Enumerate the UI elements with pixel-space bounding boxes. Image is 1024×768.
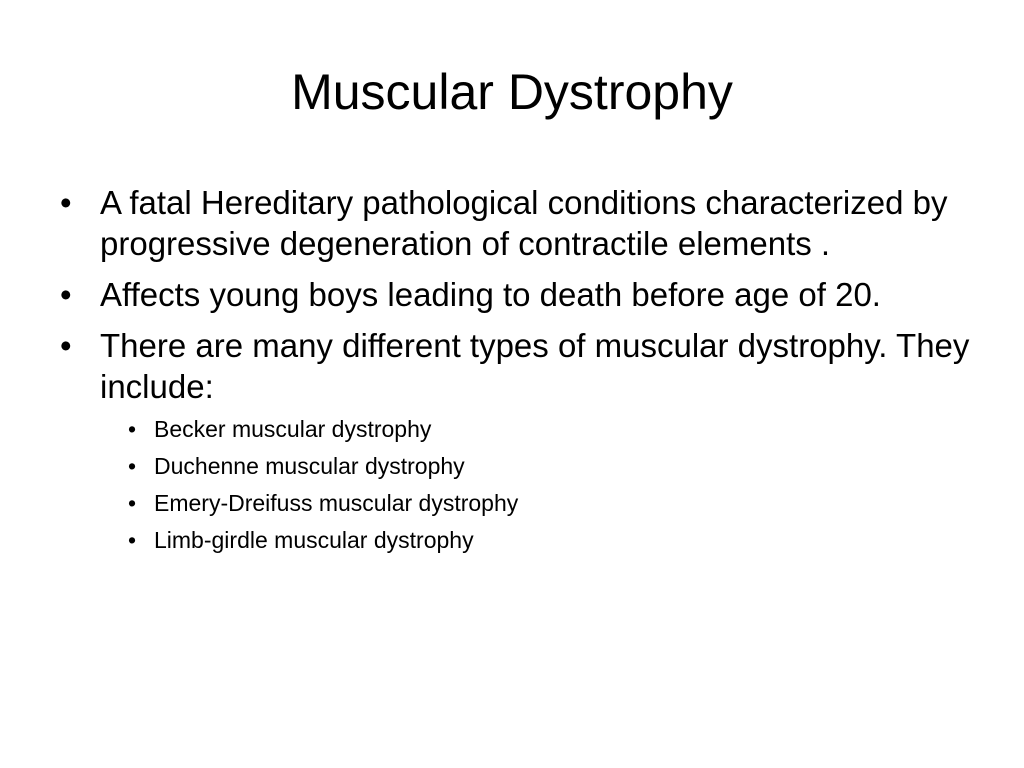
list-item xyxy=(60,274,980,315)
sub-bullet-text: Duchenne muscular dystrophy xyxy=(154,453,465,479)
sub-list-item xyxy=(128,448,1008,485)
list-item xyxy=(60,325,980,559)
list-item xyxy=(60,182,980,264)
sub-bullet-list xyxy=(128,411,1008,559)
bullet-icon: • xyxy=(128,453,137,479)
bullet-icon: • xyxy=(60,276,72,313)
sub-bullet-text: Emery-Dreifuss muscular dystrophy xyxy=(154,490,519,516)
sub-list-item xyxy=(128,411,1008,448)
sub-bullet-text: Becker muscular dystrophy xyxy=(154,416,432,442)
slide-title: Muscular Dystrophy xyxy=(291,64,733,120)
bullet-list xyxy=(60,182,980,569)
sub-list-item xyxy=(128,522,1008,559)
bullet-icon: • xyxy=(128,490,137,516)
sub-bullet-text: Limb-girdle muscular dystrophy xyxy=(154,527,474,553)
bullet-text: A fatal Hereditary pathological conditions characterized by progressive degeneration of contractile elements . xyxy=(100,184,948,262)
bullet-icon: • xyxy=(128,527,137,553)
bullet-text: Affects young boys leading to death before age of 20. xyxy=(100,276,881,313)
bullet-icon: • xyxy=(128,416,137,442)
sub-list-item xyxy=(128,485,1008,522)
bullet-icon: • xyxy=(60,327,72,364)
bullet-icon: • xyxy=(60,184,72,221)
bullet-text: There are many different types of muscular dystrophy. They include: xyxy=(100,327,970,405)
